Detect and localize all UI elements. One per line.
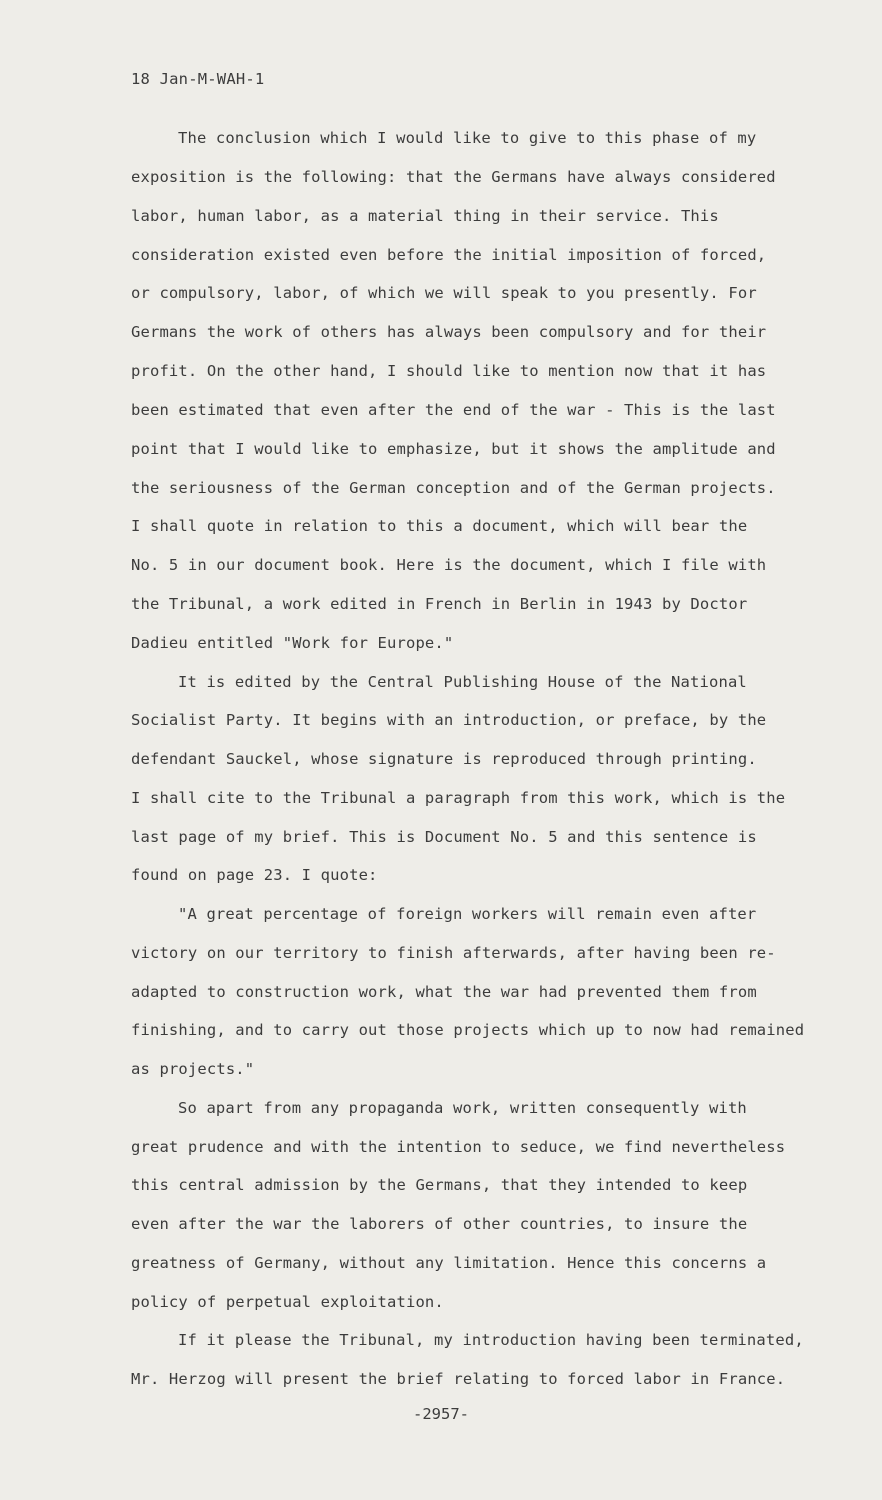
quote-line: adapted to construction work, what the war had prevented them from: [131, 983, 757, 1001]
quote-line: finishing, and to carry out those projects which up to now had remained: [131, 1021, 805, 1039]
text-line: The conclusion which I would like to give to this phase of my: [178, 129, 757, 147]
text-line: point that I would like to emphasize, but it shows the amplitude and: [131, 440, 776, 458]
text-line: policy of perpetual exploitation.: [131, 1293, 444, 1311]
text-line: I shall quote in relation to this a document, which will bear the: [131, 517, 748, 535]
text-line: If it please the Tribunal, my introduction having been terminated,: [178, 1331, 804, 1349]
text-line: or compulsory, labor, of which we will speak to you presently. For: [131, 284, 757, 302]
text-line: I shall cite to the Tribunal a paragraph from this work, which is the: [131, 789, 786, 807]
text-line: It is edited by the Central Publishing House of the National: [178, 673, 747, 691]
text-line: great prudence and with the intention to seduce, we find nevertheless: [131, 1138, 786, 1156]
text-line: Socialist Party. It begins with an introduction, or preface, by the: [131, 711, 767, 729]
quote-line: "A great percentage of foreign workers will remain even after: [178, 905, 757, 923]
text-line: the Tribunal, a work edited in French in Berlin in 1943 by Doctor: [131, 595, 748, 613]
text-line: been estimated that even after the end of the war - This is the last: [131, 401, 776, 419]
quote-line: as projects.": [131, 1060, 255, 1078]
text-line: No. 5 in our document book. Here is the document, which I file with: [131, 556, 767, 574]
text-line: found on page 23. I quote:: [131, 866, 378, 884]
text-line: defendant Sauckel, whose signature is reproduced through printing.: [131, 750, 757, 768]
page-header: 18 Jan-M-WAH-1: [131, 70, 265, 88]
text-line: greatness of Germany, without any limitation. Hence this concerns a: [131, 1254, 767, 1272]
text-line: Mr. Herzog will present the brief relating to forced labor in France.: [131, 1370, 786, 1388]
text-line: exposition is the following: that the Germans have always considered: [131, 168, 776, 186]
text-line: last page of my brief. This is Document No. 5 and this sentence is: [131, 828, 757, 846]
quote-line: victory on our territory to finish afterwards, after having been re-: [131, 944, 776, 962]
text-line: profit. On the other hand, I should like to mention now that it has: [131, 362, 767, 380]
text-line: Germans the work of others has always been compulsory and for their: [131, 323, 767, 341]
text-line: So apart from any propaganda work, written consequently with: [178, 1099, 747, 1117]
text-line: Dadieu entitled "Work for Europe.": [131, 634, 454, 652]
text-line: the seriousness of the German conception and of the German projects.: [131, 479, 776, 497]
text-line: even after the war the laborers of other countries, to insure the: [131, 1215, 748, 1233]
text-line: consideration existed even before the initial imposition of forced,: [131, 246, 767, 264]
text-line: this central admission by the Germans, that they intended to keep: [131, 1176, 748, 1194]
page-number: -2957-: [413, 1405, 469, 1423]
text-line: labor, human labor, as a material thing in their service. This: [131, 207, 719, 225]
